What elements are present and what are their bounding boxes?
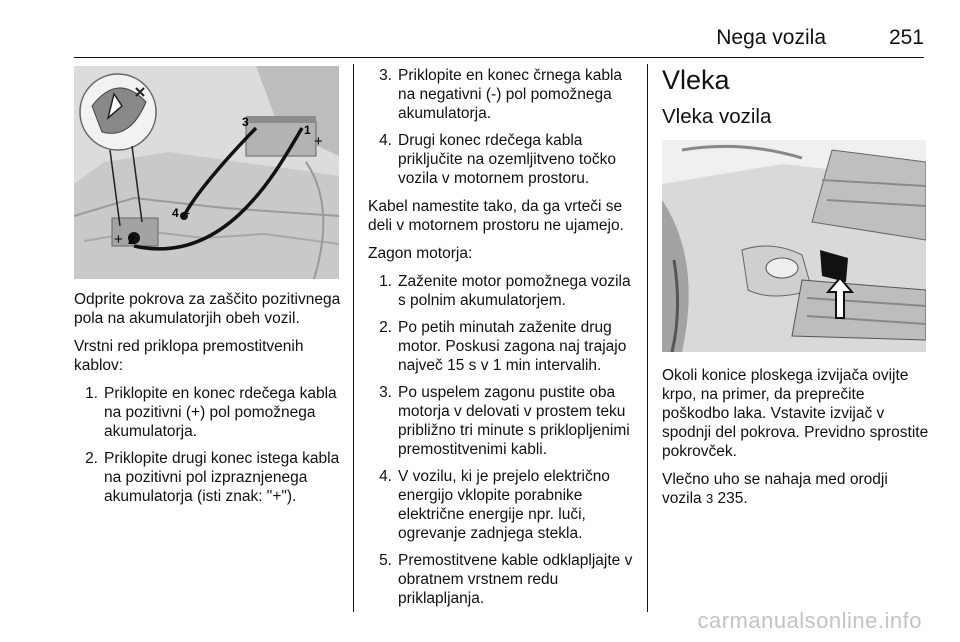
column-left-text (74, 290, 344, 515)
column-right-headings (662, 64, 928, 140)
list-text: Priklopite drugi konec istega kabla na pozitivni pol izpraznjenega akumulatorja (isti znak: "+"). (104, 450, 340, 505)
list-number: 2. (379, 319, 392, 336)
subheading-towing-vehicle: Vleka vozila (662, 105, 772, 128)
tow-eye-text: Vlečno uho se nahaja med orodji vozila (662, 471, 888, 507)
list-text: Priklopite en konec črnega kabla na negativni (-) pol pomožnega akumulatorja. (398, 67, 623, 122)
list-item (368, 467, 638, 543)
heading-towing: Vleka (662, 65, 730, 95)
page-reference[interactable]: 235. (717, 490, 748, 507)
list-number: 5. (379, 552, 392, 569)
callout-3: 3 (242, 115, 249, 129)
list-number: 4. (379, 468, 392, 485)
jump-start-illustration (74, 66, 339, 279)
connection-steps-list (74, 384, 344, 506)
list-text: Premostitvene kable odklapljajte v obratnem vrstnem redu priklapljanja. (398, 552, 633, 607)
list-item (74, 449, 344, 506)
list-number: 1. (379, 273, 392, 290)
paragraph-cable-placement: Kabel namestite tako, da ga vrteči se deli v motornem prostoru ne ujamejo. (368, 198, 624, 234)
plus-symbol-1: + (314, 133, 323, 150)
section-title: Nega vozila (716, 26, 826, 49)
list-item (74, 384, 344, 441)
list-text: Po petih minutah zaženite drug motor. Poskusi zagona naj trajajo največ 15 s v 1 min intervalih. (398, 319, 627, 374)
callout-4: 4 (172, 206, 179, 220)
list-number: 1. (85, 385, 98, 402)
header-rule (74, 57, 924, 58)
minus-symbol-4: − (182, 205, 191, 221)
list-item (368, 383, 638, 459)
list-item (368, 318, 638, 375)
list-number: 2. (85, 450, 98, 467)
bumper-svg (662, 140, 926, 352)
list-number: 3. (379, 67, 392, 84)
page-number: 251 (888, 26, 924, 49)
list-number: 3. (379, 384, 392, 401)
list-item (368, 551, 638, 608)
watermark: carmanualsonline.info (697, 608, 922, 633)
column-right-text (662, 366, 930, 517)
list-number: 4. (379, 132, 392, 149)
paragraph-connection-order: Vrstni red priklopa premostitvenih kablov: (74, 338, 304, 374)
paragraph-tow-eye-location (662, 470, 930, 508)
plus-symbol-2: + (114, 231, 123, 248)
list-text: V vozilu, ki je prejelo električno energijo vklopite porabnike električne energije npr. luči, ogrevanje zadnjega stekla. (398, 468, 610, 542)
list-text: Priklopite en konec rdečega kabla na pozitivni (+) pol pomožnega akumulatorja. (104, 385, 337, 440)
column-middle-text (368, 66, 638, 617)
bumper-illustration (662, 140, 926, 352)
jump-start-svg (74, 66, 339, 279)
list-text: Drugi konec rdečega kabla priključite na ozemljitveno točko vozila v motornem prostoru. (398, 132, 616, 187)
list-text: Zaženite motor pomožnega vozila s polnim akumulatorjem. (398, 273, 631, 309)
column-divider-left (353, 64, 354, 612)
callout-2: 2 (128, 233, 135, 247)
page-header (0, 26, 960, 56)
list-item (368, 272, 638, 310)
paragraph-open-covers: Odprite pokrova za zaščito pozitivnega pola na akumulatorjih obeh vozil. (74, 291, 341, 327)
list-text: Po uspelem zagonu pustite oba motorja v delovati v prostem teku približno tri minute s priklopljenimi premostitvenimi kabli. (398, 384, 630, 458)
callout-1: 1 (304, 123, 311, 137)
list-item (368, 131, 638, 188)
connection-steps-continued-list (368, 66, 638, 188)
paragraph-engine-start: Zagon motorja: (368, 245, 473, 262)
engine-start-steps-list (368, 272, 638, 608)
page-reference-icon: 3 (705, 491, 714, 506)
list-item (368, 66, 638, 123)
paragraph-screwdriver: Okoli konice ploskega izvijača ovijte krpo, na primer, da preprečite poškodbo laka. Vstavite izvijač v spodnji del pokrova. Previdno sprostite pokrovček. (662, 367, 929, 460)
column-divider-right (647, 64, 648, 612)
